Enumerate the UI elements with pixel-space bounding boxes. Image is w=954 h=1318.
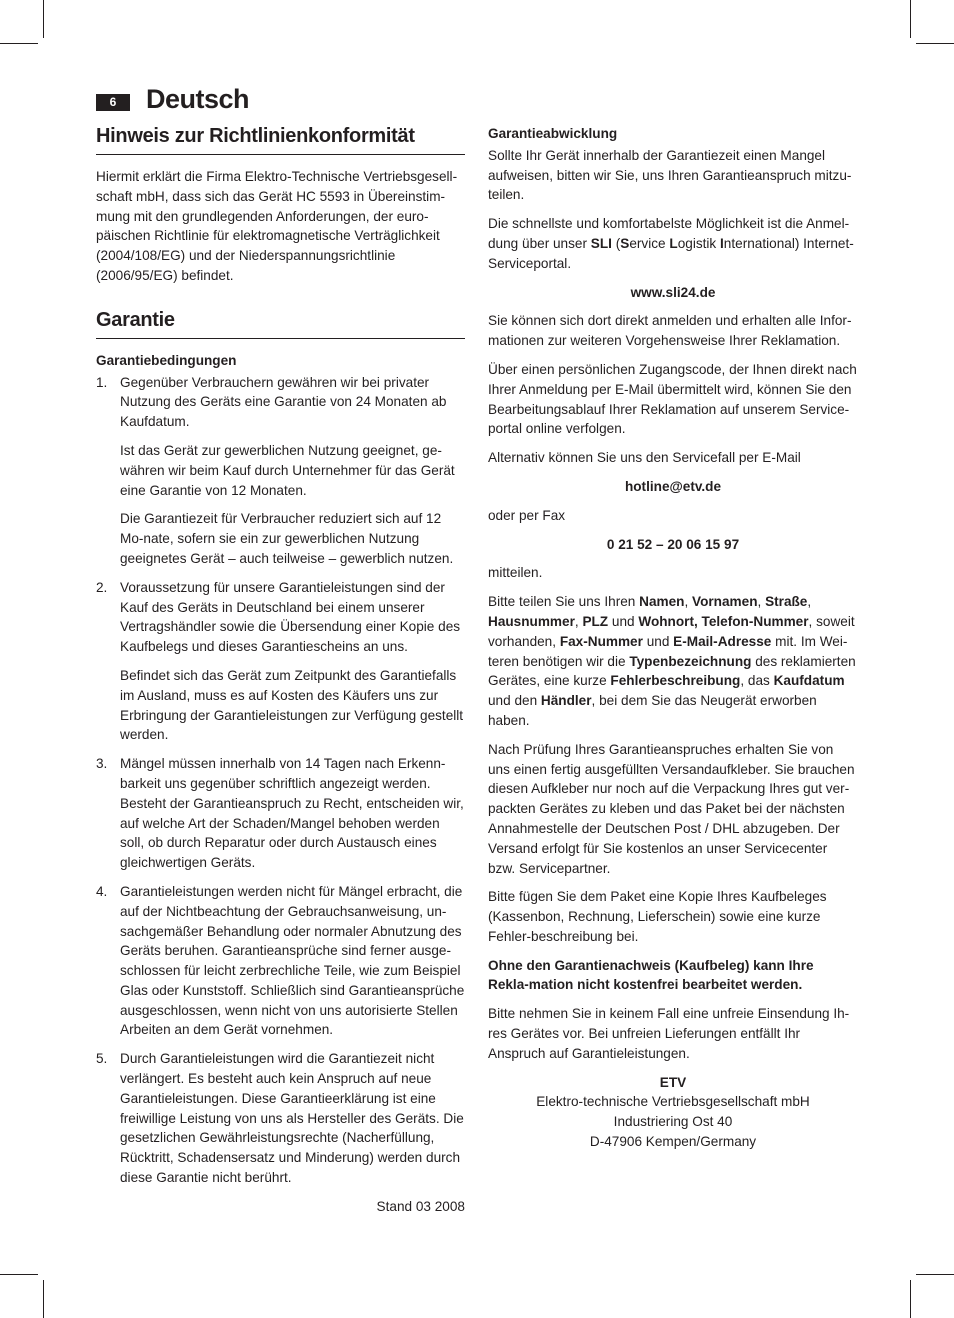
item-number: 2.: [96, 579, 108, 595]
list-item: [96, 754, 465, 873]
text-run: Kaufdatum: [773, 673, 845, 689]
text-run: des reklamierten Gerätes, eine kurze: [488, 653, 856, 689]
left-column: [96, 124, 465, 1217]
conformity-text: Hiermit erklärt die Firma Elektro-Technische Vertriebsgesell-schaft mbH, dass sich das Gerät HC 5593 in Übereinstim-mung mit den grundlegenden Anforderungen, der euro-päischen Richtlinie für elektromagnetische Verträglichkeit (2004/108/EG) und der Niederspannungsrichtlinie (2006/95/EG) befindet.: [96, 169, 458, 283]
company-address: [488, 1073, 858, 1152]
processing-paragraph: Sollte Ihr Gerät innerhalb der Garantiezeit einen Mangel aufweisen, bitten wir Sie, uns Ihren Garantieanspruch mitzu-teilen.: [488, 147, 852, 203]
text-run: und den: [488, 693, 541, 709]
item-number: 4.: [96, 883, 108, 899]
crop-mark: [43, 0, 44, 38]
text-run: E-Mail-Adresse: [673, 633, 772, 649]
stand-date: Stand 03 2008: [376, 1198, 465, 1214]
conditions-list: [96, 373, 465, 1188]
item-paragraph: Garantieleistungen werden nicht für Mängel erbracht, die auf der Nichtbeachtung der Gebrauchsanweisung, un-sachgemäßer Behandlung oder normaler Abnutzung des Geräts beruhen. Garantieansprüche sind ferner ausge-schlossen für leicht zerbrechliche Teile, wie zum Beispiel Glas oder Kunststoff. Schließlich sind Garantieansprüche ausgeschlossen, wenn nicht von uns autorisierte Stellen Arbeiten an dem Gerät vornehmen.: [120, 883, 465, 1038]
list-item: [96, 373, 465, 569]
company-name: Elektro-technische Vertriebsgesellschaft mbH: [536, 1094, 810, 1110]
company-city: D-47906 Kempen/Germany: [589, 1134, 757, 1150]
list-item: [96, 578, 465, 745]
fax-number: 0 21 52 – 20 06 15 97: [606, 536, 740, 552]
processing-paragraph: Sie können sich dort direkt anmelden und erhalten alle Infor-mationen zur weiteren Vorgehensweise Ihrer Reklamation.: [488, 313, 852, 349]
website-link[interactable]: www.sli24.de: [630, 284, 716, 300]
text-run: ervice: [629, 235, 670, 251]
email-link[interactable]: hotline@etv.de: [624, 478, 722, 494]
text-run: L: [669, 235, 678, 251]
company-short: ETV: [659, 1074, 687, 1090]
item-number: 1.: [96, 374, 108, 390]
item-paragraph: Befindet sich das Gerät zum Zeitpunkt des Garantiefalls im Ausland, muss es auf Kosten des Käufers uns zur Erbringung der Garantieleistungen zur Verfügung gestellt werden.: [120, 667, 464, 743]
text-run: mit. Im Wei-teren benötigen wir die: [488, 633, 848, 669]
text-run: ,: [757, 594, 766, 610]
item-paragraph: Voraussetzung für unsere Garantieleistungen sind der Kauf des Geräts in Deutschland bei einem unserer Vertragshändler sowie die Übersendung einer Kopie des Kaufbelegs und dieses Garantiescheins an uns.: [120, 579, 461, 655]
list-item: [96, 882, 465, 1040]
item-paragraph: Mängel müssen innerhalb von 14 Tagen nach Erkenn-barkeit uns gegenüber schriftlich angezeigt werden. Besteht der Garantieanspruch zu Recht, entscheiden wir, auf welche Art der Schaden/Mangel behoben werden soll, ob durch Reparatur oder durch Austausch eines gleichwertigen Geräts.: [120, 756, 464, 871]
processing-paragraph: oder per Fax: [488, 507, 566, 523]
text-run: Hausnummer: [488, 613, 575, 629]
crop-mark: [43, 1280, 44, 1318]
crop-mark: [910, 1280, 911, 1318]
text-run: SLI: [590, 235, 612, 251]
text-run: , bei dem Sie das Neugerät erworben haben.: [488, 693, 817, 728]
processing-paragraph: mitteilen.: [488, 565, 543, 581]
processing-paragraph: Nach Prüfung Ihres Garantieanspruches erhalten Sie von uns einen fertig ausgefüllten Versandaufkleber. Sie brauchen diesen Aufkleber nur noch auf die Verpackung Ihres gut ver-packten Gerätes zu kleben und das Paket bei der nächsten Annahmestelle der Deutschen Post / DHL abzugeben. Der Versand erfolgt für Sie kostenlos an unser Servicecenter bzw. Servicepartner.: [488, 741, 855, 876]
text-run: Bitte teilen Sie uns Ihren: [488, 594, 640, 610]
conditions-title: Garantiebedingungen: [96, 352, 237, 368]
page-number: 6: [96, 94, 130, 111]
text-run: und: [608, 613, 639, 629]
text-run: Vornamen: [692, 594, 758, 610]
item-number: 5.: [96, 1051, 108, 1067]
text-run: Händler: [540, 693, 592, 709]
text-run: ,: [684, 594, 693, 610]
text-run: und: [642, 633, 674, 649]
crop-mark: [916, 43, 954, 44]
right-column: [488, 124, 858, 1152]
text-run: PLZ: [582, 613, 609, 629]
conformity-title: Hinweis zur Richtlinienkonformität: [96, 124, 465, 155]
text-run: Fax-Nummer: [559, 633, 643, 649]
item-paragraph: Die Garantiezeit für Verbraucher reduziert sich auf 12 Mo-nate, sofern sie ein zur gewerblichen Nutzung geeignetes Gerät – auch teilweise – gewerblich nutzen.: [120, 511, 454, 566]
text-run: , das: [740, 673, 774, 689]
processing-paragraph: Bitte nehmen Sie in keinem Fall eine unfreie Einsendung Ih-res Gerätes vor. Bei unfreien Lieferungen entfällt Ihr Anspruch auf Garantieleistungen.: [488, 1006, 850, 1061]
text-run: S: [620, 235, 630, 251]
text-run: ,: [574, 613, 583, 629]
text-run: Fehlerbeschreibung: [610, 673, 741, 689]
text-run: (: [611, 235, 621, 251]
text-run: Typenbezeichnung: [629, 653, 752, 669]
text-run: Die schnellste und komfortabelste Möglichkeit ist die Anmel-dung über unser: [488, 216, 850, 251]
list-item: [96, 1049, 465, 1188]
processing-paragraph: Bitte fügen Sie dem Paket eine Kopie Ihres Kaufbeleges (Kassenbon, Rechnung, Lieferschein) sowie eine kurze Fehler-beschreibung bei.: [488, 889, 827, 944]
text-run: Wohnort, Telefon-Nummer: [638, 613, 809, 629]
processing-paragraph: [488, 592, 858, 731]
item-number: 3.: [96, 756, 108, 772]
crop-mark: [916, 1274, 954, 1275]
processing-notice: Ohne den Garantienachweis (Kaufbeleg) kann Ihre Rekla-mation nicht kostenfrei bearbeitet werden.: [488, 957, 814, 993]
item-paragraph: Gegenüber Verbrauchern gewähren wir bei privater Nutzung des Geräts eine Garantie von 24 Monaten ab Kaufdatum.: [120, 374, 447, 430]
processing-paragraph: Über einen persönlichen Zugangscode, der Ihnen direkt nach Ihrer Anmeldung per E-Mail übermittelt wird, können Sie den Bearbeitungsablauf Ihrer Reklamation auf unserem Service-portal online verfolgen.: [488, 361, 857, 437]
processing-paragraph: [488, 214, 858, 273]
text-run: Straße: [765, 594, 808, 610]
warranty-title: Garantie: [96, 308, 465, 339]
company-street: Industriering Ost 40: [613, 1114, 733, 1130]
item-paragraph: Durch Garantieleistungen wird die Garantiezeit nicht verlängert. Es besteht auch kein Anspruch auf neue Garantieleistungen. Diese Garantieerklärung ist eine freiwillige Leistung von uns als Hersteller des Geräts. Die gesetzlichen Gewährleistungsrechte (Nacherfüllung, Rücktritt, Schadensersatz und Minderung) werden durch diese Garantie nicht berührt.: [120, 1051, 464, 1186]
processing-title: Garantieabwicklung: [488, 126, 618, 141]
text-run: I: [720, 235, 724, 251]
crop-mark: [910, 0, 911, 38]
text-run: , soweit vorhanden,: [488, 613, 855, 649]
text-run: Namen: [639, 594, 685, 610]
crop-mark: [0, 1274, 38, 1275]
processing-paragraph: Alternativ können Sie uns den Servicefall per E-Mail: [488, 450, 801, 466]
text-run: ogistik: [677, 235, 721, 251]
language-title: Deutsch: [146, 84, 250, 114]
text-run: nternational) Internet-Serviceportal.: [488, 235, 854, 271]
crop-mark: [0, 43, 38, 44]
text-run: ,: [807, 594, 812, 610]
item-paragraph: Ist das Gerät zur gewerblichen Nutzung geeignet, ge-währen wir beim Kauf durch Unternehmer für das Gerät eine Garantie von 12 Monaten.: [120, 442, 455, 498]
